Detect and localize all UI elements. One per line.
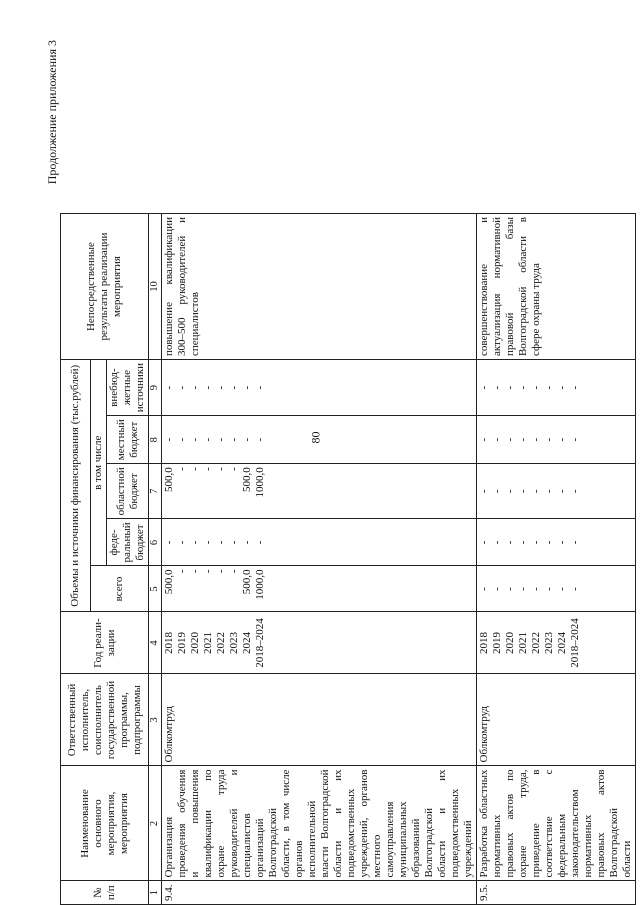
federal-value: -: [556, 540, 568, 545]
federal-value: -: [241, 540, 253, 545]
total-value: -: [517, 587, 529, 591]
regional-value: -: [189, 467, 201, 471]
local-values: [477, 416, 636, 464]
header-total: всего: [91, 566, 149, 612]
local-value: -: [202, 437, 214, 442]
extrabudget-value: -: [189, 385, 201, 390]
extrabudget-value: -: [543, 385, 555, 390]
local-value: -: [189, 437, 201, 442]
total-values: [477, 566, 636, 612]
column-number: 4: [149, 612, 162, 674]
extrabudget-value: -: [202, 385, 214, 390]
table-row: [162, 214, 477, 905]
extrabudget-value: -: [228, 385, 240, 390]
year-value: 2023: [228, 632, 240, 654]
regional-value: -: [176, 467, 188, 471]
activity-result: совершенствование и актуализация нормативной правовой базы Волгоградской области в сфере охраны труда: [477, 214, 636, 360]
year-value: 2018: [478, 632, 490, 654]
row-number: 9.5.: [477, 881, 636, 905]
local-values: [162, 416, 477, 464]
federal-value: -: [228, 540, 240, 545]
total-value: -: [478, 587, 490, 591]
table-row: [477, 214, 636, 905]
header-name: Наименование основного мероприятия, мероприятия: [61, 766, 149, 881]
local-value: -: [491, 437, 503, 442]
year-value: 2023: [543, 632, 555, 654]
program-table: [60, 213, 636, 905]
column-number: 8: [149, 416, 162, 464]
extrabudget-value: -: [569, 385, 581, 390]
total-value: -: [491, 587, 503, 591]
federal-value: -: [254, 540, 266, 545]
federal-values: [477, 519, 636, 566]
local-value: -: [517, 437, 529, 442]
local-value: -: [504, 437, 516, 442]
total-value: -: [569, 587, 581, 591]
regional-value: -: [517, 489, 529, 494]
local-value: -: [176, 437, 188, 442]
federal-value: -: [491, 540, 503, 545]
year-value: 2018: [163, 632, 175, 654]
extrabudget-value: -: [163, 385, 175, 390]
extrabudget-values: [477, 360, 636, 416]
total-value: 1000,0: [254, 569, 266, 600]
year-value: 2019: [176, 632, 188, 654]
extrabudget-value: -: [215, 385, 227, 390]
local-value: -: [254, 437, 266, 442]
total-values: [162, 566, 477, 612]
extrabudget-values: [162, 360, 477, 416]
header-funding: Объемы и источники финансирования (тыс.рублей): [61, 360, 91, 612]
regional-value: -: [491, 489, 503, 494]
federal-value: -: [517, 540, 529, 545]
header-including: в том числе: [91, 360, 107, 566]
federal-value: -: [543, 540, 555, 545]
year-value: 2020: [504, 632, 516, 654]
local-value: -: [163, 437, 175, 442]
column-number: 2: [149, 766, 162, 881]
local-value: -: [241, 437, 253, 442]
federal-value: -: [530, 540, 542, 545]
federal-value: -: [215, 540, 227, 545]
year-value: 2018–2024: [569, 618, 581, 668]
extrabudget-value: -: [491, 385, 503, 390]
total-value: -: [530, 587, 542, 591]
regional-value: -: [543, 489, 555, 494]
regional-value: -: [228, 467, 240, 471]
regional-value: -: [215, 467, 227, 471]
regional-value: 500,0: [241, 467, 253, 492]
regional-value: -: [504, 489, 516, 494]
extrabudget-value: -: [254, 385, 266, 390]
extrabudget-value: -: [176, 385, 188, 390]
federal-value: -: [569, 540, 581, 545]
activity-name: Организация проведения обучения и повышения квалификации по охране труда руководителей и специалистов организаций Волгоградской области, в том числе органов исполнительной власти Волгоградской области и их подведомственных учреждений, органов местного самоуправления муниципальных образований Волгоградской области и их подведомственных учреждений: [162, 766, 477, 881]
local-value: -: [556, 437, 568, 442]
local-value: -: [215, 437, 227, 442]
extrabudget-value: -: [517, 385, 529, 390]
federal-value: -: [176, 540, 188, 545]
activity-result: повышение квалификации 300–500 руководителей и специалистов: [162, 214, 477, 360]
regional-values: [477, 464, 636, 519]
year-value: 2022: [530, 632, 542, 654]
federal-value: -: [478, 540, 490, 545]
header-year: Год реали-зации: [61, 612, 149, 674]
local-value: -: [478, 437, 490, 442]
year-value: 2020: [189, 632, 201, 654]
responsible-executor: Облкомтруд: [477, 674, 636, 766]
header-federal: феде-ральный бюджет: [107, 519, 149, 566]
header-results: Непосредственные результаты реализации мероприятия: [61, 214, 149, 360]
local-value: -: [228, 437, 240, 442]
year-value: 2024: [241, 632, 253, 654]
regional-value: -: [556, 489, 568, 494]
column-number: 9: [149, 360, 162, 416]
federal-values: [162, 519, 477, 566]
column-number: 10: [149, 214, 162, 360]
total-value: -: [202, 569, 214, 574]
total-value: 500,0: [163, 569, 175, 595]
year-value: 2021: [202, 632, 214, 654]
total-value: -: [543, 587, 555, 591]
regional-value: -: [478, 489, 490, 494]
year-value: 2024: [556, 632, 568, 654]
total-value: 500,0: [241, 569, 253, 595]
regional-value: 1000,0: [254, 467, 266, 498]
total-value: -: [215, 569, 227, 574]
column-number: 1: [149, 881, 162, 905]
total-value: -: [228, 569, 240, 574]
local-value: -: [569, 437, 581, 442]
local-value: -: [530, 437, 542, 442]
year-value: 2018–2024: [254, 618, 266, 668]
header-extrabudget: внебюд-жетные источники: [107, 360, 149, 416]
local-value: -: [543, 437, 555, 442]
header-local: местный бюджет: [107, 416, 149, 464]
extrabudget-value: -: [478, 385, 490, 390]
header-regional: областной бюджет: [107, 464, 149, 519]
extrabudget-value: -: [241, 385, 253, 390]
row-number: 9.4.: [162, 881, 477, 905]
column-number: 3: [149, 674, 162, 766]
extrabudget-value: -: [530, 385, 542, 390]
federal-value: -: [202, 540, 214, 545]
column-number: 7: [149, 464, 162, 519]
regional-value: -: [569, 489, 581, 494]
years-list: [477, 612, 636, 674]
regional-value: -: [530, 489, 542, 494]
year-value: 2022: [215, 632, 227, 654]
total-value: -: [556, 587, 568, 591]
total-value: -: [504, 587, 516, 591]
header-responsible: Ответственный исполнитель, соисполнитель государственной программы, подпрограммы: [61, 674, 149, 766]
federal-value: -: [189, 540, 201, 545]
regional-value: 500,0: [163, 467, 175, 492]
column-number: 5: [149, 566, 162, 612]
federal-value: -: [163, 540, 175, 545]
activity-name: Разработка областных нормативных правовых актов по охране труда, приведение в соответствие с федеральным законодательством нормативных правовых актов Волгоградской области: [477, 766, 636, 881]
header-no: № п/п: [61, 881, 149, 905]
total-value: -: [189, 569, 201, 574]
extrabudget-value: -: [556, 385, 568, 390]
regional-values: [162, 464, 477, 519]
total-value: -: [176, 569, 188, 574]
years-list: [162, 612, 477, 674]
page-number: 80: [308, 431, 323, 444]
regional-value: -: [202, 467, 214, 471]
responsible-executor: Облкомтруд: [162, 674, 477, 766]
column-number: 6: [149, 519, 162, 566]
year-value: 2021: [517, 632, 529, 654]
extrabudget-value: -: [504, 385, 516, 390]
continuation-label: Продолжение приложения 3: [45, 40, 59, 185]
year-value: 2019: [491, 632, 503, 654]
federal-value: -: [504, 540, 516, 545]
